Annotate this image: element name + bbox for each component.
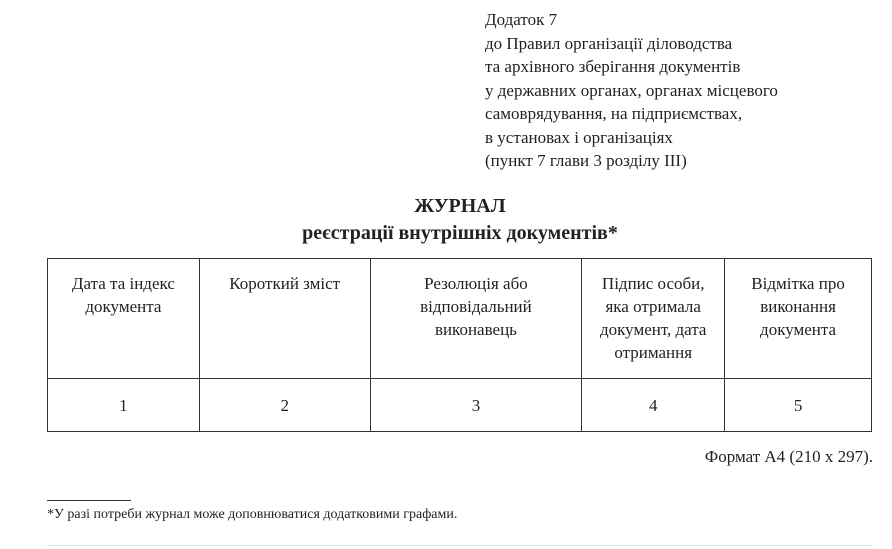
title-main: ЖУРНАЛ <box>414 195 506 217</box>
column-number-cell: 3 <box>370 379 582 432</box>
appendix-line: Додаток 7 <box>485 10 558 29</box>
appendix-line: самоврядування, на підприємствах, <box>485 104 743 123</box>
journal-table <box>47 258 872 432</box>
header-cell-summary: Короткий зміст <box>199 259 370 379</box>
bottom-divider <box>47 545 872 546</box>
column-number-cell: 4 <box>582 379 725 432</box>
header-cell-signature: Підпис особи, яка отримала документ, дата отримання <box>582 259 725 379</box>
header-cell-execution-mark: Відмітка про виконання документа <box>725 259 872 379</box>
table-header-row <box>48 259 872 379</box>
footnote-divider <box>47 500 131 501</box>
appendix-note <box>485 8 778 173</box>
appendix-line: (пункт 7 глави 3 розділу III) <box>485 151 687 170</box>
column-number-cell: 1 <box>48 379 200 432</box>
footnote: *У разі потреби журнал може доповнюватися додатковими графами. <box>47 507 458 522</box>
column-number-cell: 5 <box>725 379 872 432</box>
document-title <box>0 193 892 247</box>
title-subtitle: реєстрації внутрішніх документів* <box>302 222 618 244</box>
appendix-line: до Правил організації діловодства <box>485 33 733 53</box>
format-note: Формат А4 (210 х 297). <box>704 447 873 466</box>
appendix-line: та архівного зберігання документів <box>485 57 741 76</box>
column-number-cell: 2 <box>199 379 370 432</box>
header-cell-resolution: Резолюція або відповідальний виконавець <box>370 259 582 379</box>
appendix-line: в установах і організаціях <box>485 127 673 147</box>
appendix-line: у державних органах, органах місцевого <box>485 80 778 100</box>
header-cell-date-index: Дата та індекс документа <box>48 259 200 379</box>
table-number-row <box>48 379 872 432</box>
